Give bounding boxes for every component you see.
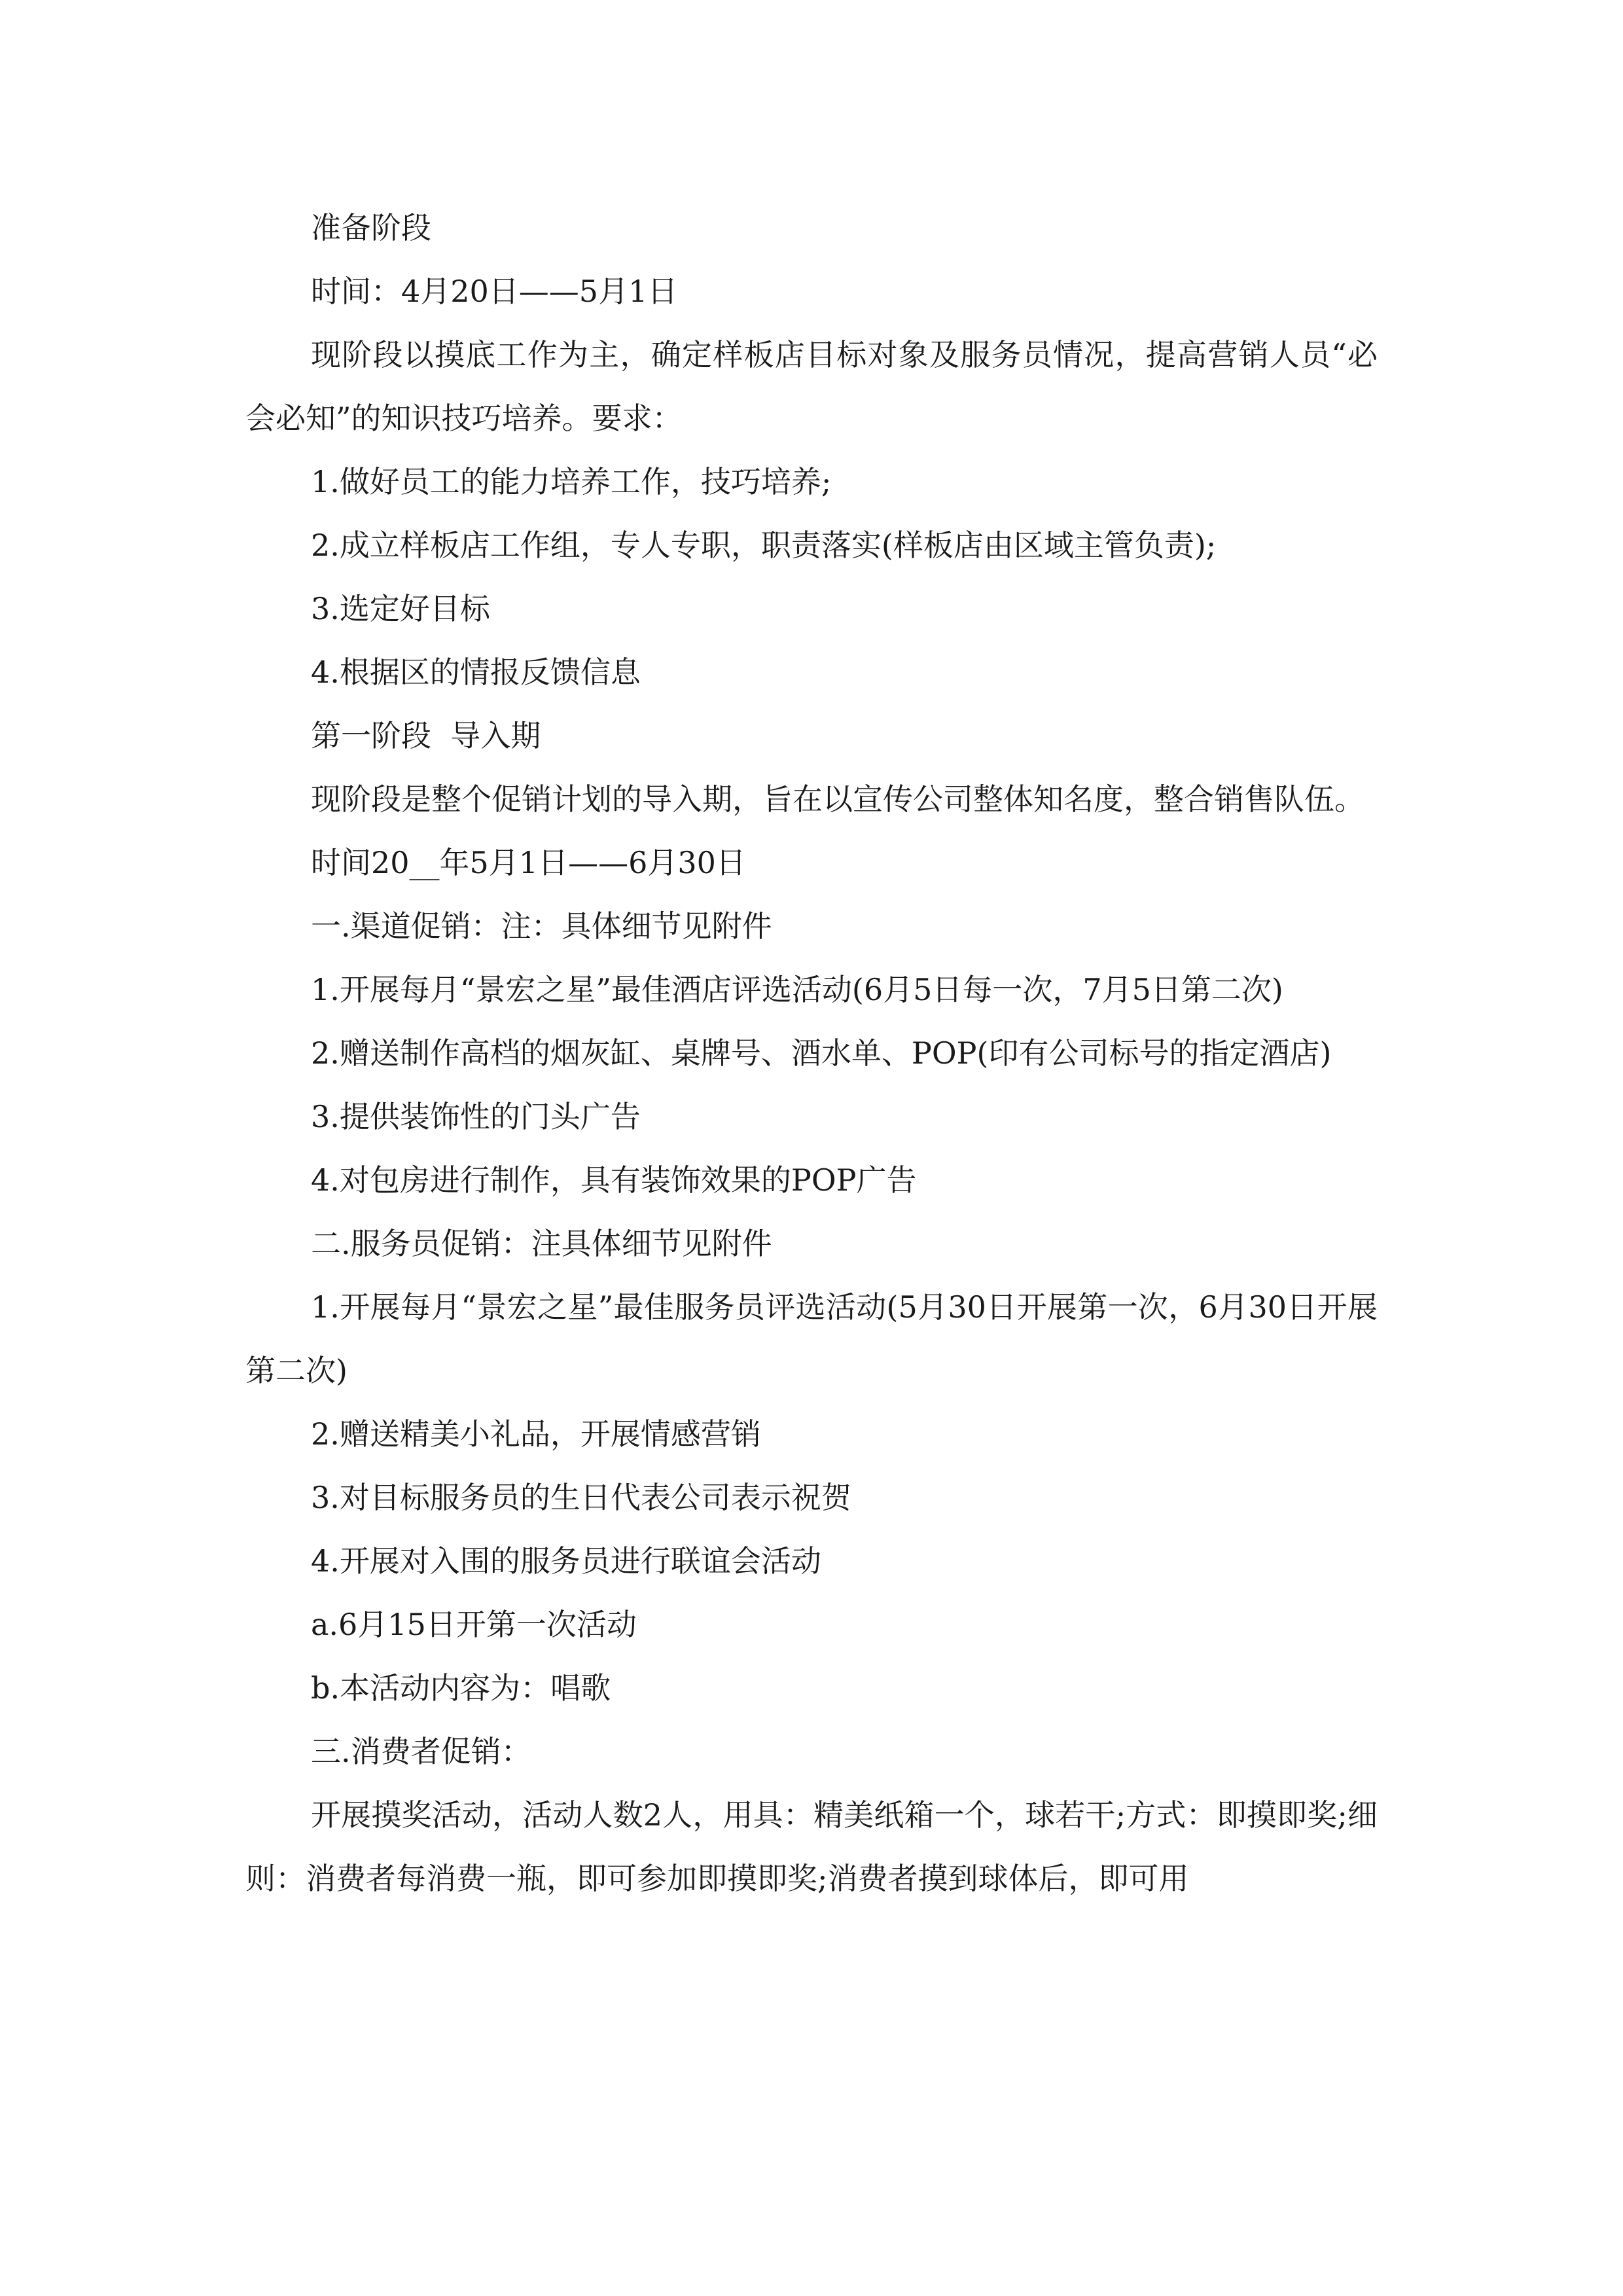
paragraph-prep-time: 时间：4月20日——5月1日 — [311, 274, 678, 309]
paragraph-phase-1-desc: 现阶段是整个促销计划的导入期，旨在以宣传公司整体知名度，整合销售队伍。 — [311, 781, 1364, 817]
paragraph-staff-item-2: 2.赠送精美小礼品，开展情感营销 — [311, 1416, 761, 1452]
paragraph-prep-item-1: 1.做好员工的能力培养工作，技巧培养; — [311, 464, 832, 499]
paragraph-staff-heading: 二.服务员促销：注具体细节见附件 — [311, 1226, 772, 1261]
paragraph-consumer-heading: 三.消费者促销： — [311, 1734, 531, 1769]
paragraph-channel-item-3: 3.提供装饰性的门头广告 — [311, 1099, 641, 1134]
paragraph-channel-heading: 一.渠道促销：注：具体细节见附件 — [311, 908, 772, 944]
paragraph-channel-item-4: 4.对包房进行制作，具有装饰效果的POP广告 — [311, 1162, 917, 1198]
paragraph-prep-item-2: 2.成立样板店工作组，专人专职，职责落实(样板店由区域主管负责); — [311, 528, 1217, 563]
paragraph-channel-item-1: 1.开展每月“景宏之星”最佳酒店评选活动(6月5日每一次，7月5日第二次) — [311, 972, 1283, 1007]
paragraph-staff-item-3: 3.对目标服务员的生日代表公司表示祝贺 — [311, 1480, 851, 1515]
paragraph-consumer-desc: 开展摸奖活动，活动人数2人，用具：精美纸箱一个，球若干;方式：即摸即奖;细则：消费者每消费一瓶，即可参加即摸即奖;消费者摸到球体后，即可用 — [245, 1797, 1378, 1896]
paragraph-heading-phase-1: 第一阶段 导入期 — [311, 718, 541, 753]
paragraph-staff-item-4b: b.本活动内容为：唱歌 — [311, 1670, 611, 1706]
paragraph-prep-item-3: 3.选定好目标 — [311, 591, 490, 626]
paragraph-prep-desc: 现阶段以摸底工作为主，确定样板店目标对象及服务员情况，提高营销人员“必会必知”的知识技巧培养。要求： — [245, 337, 1378, 436]
paragraph-channel-item-2: 2.赠送制作高档的烟灰缸、桌牌号、酒水单、POP(印有公司标号的指定酒店) — [311, 1035, 1332, 1071]
paragraph-staff-item-1: 1.开展每月“景宏之星”最佳服务员评选活动(5月30日开展第一次，6月30日开展第二次) — [245, 1289, 1378, 1388]
paragraph-staff-item-4: 4.开展对入围的服务员进行联谊会活动 — [311, 1543, 821, 1579]
paragraph-prep-item-4: 4.根据区的情报反馈信息 — [311, 655, 641, 690]
document-body — [245, 196, 1378, 1910]
paragraph-phase-1-time: 时间20__年5月1日——6月30日 — [311, 845, 746, 880]
paragraph-staff-item-4a: a.6月15日开第一次活动 — [311, 1607, 637, 1642]
paragraph-heading-prep: 准备阶段 — [311, 210, 431, 245]
